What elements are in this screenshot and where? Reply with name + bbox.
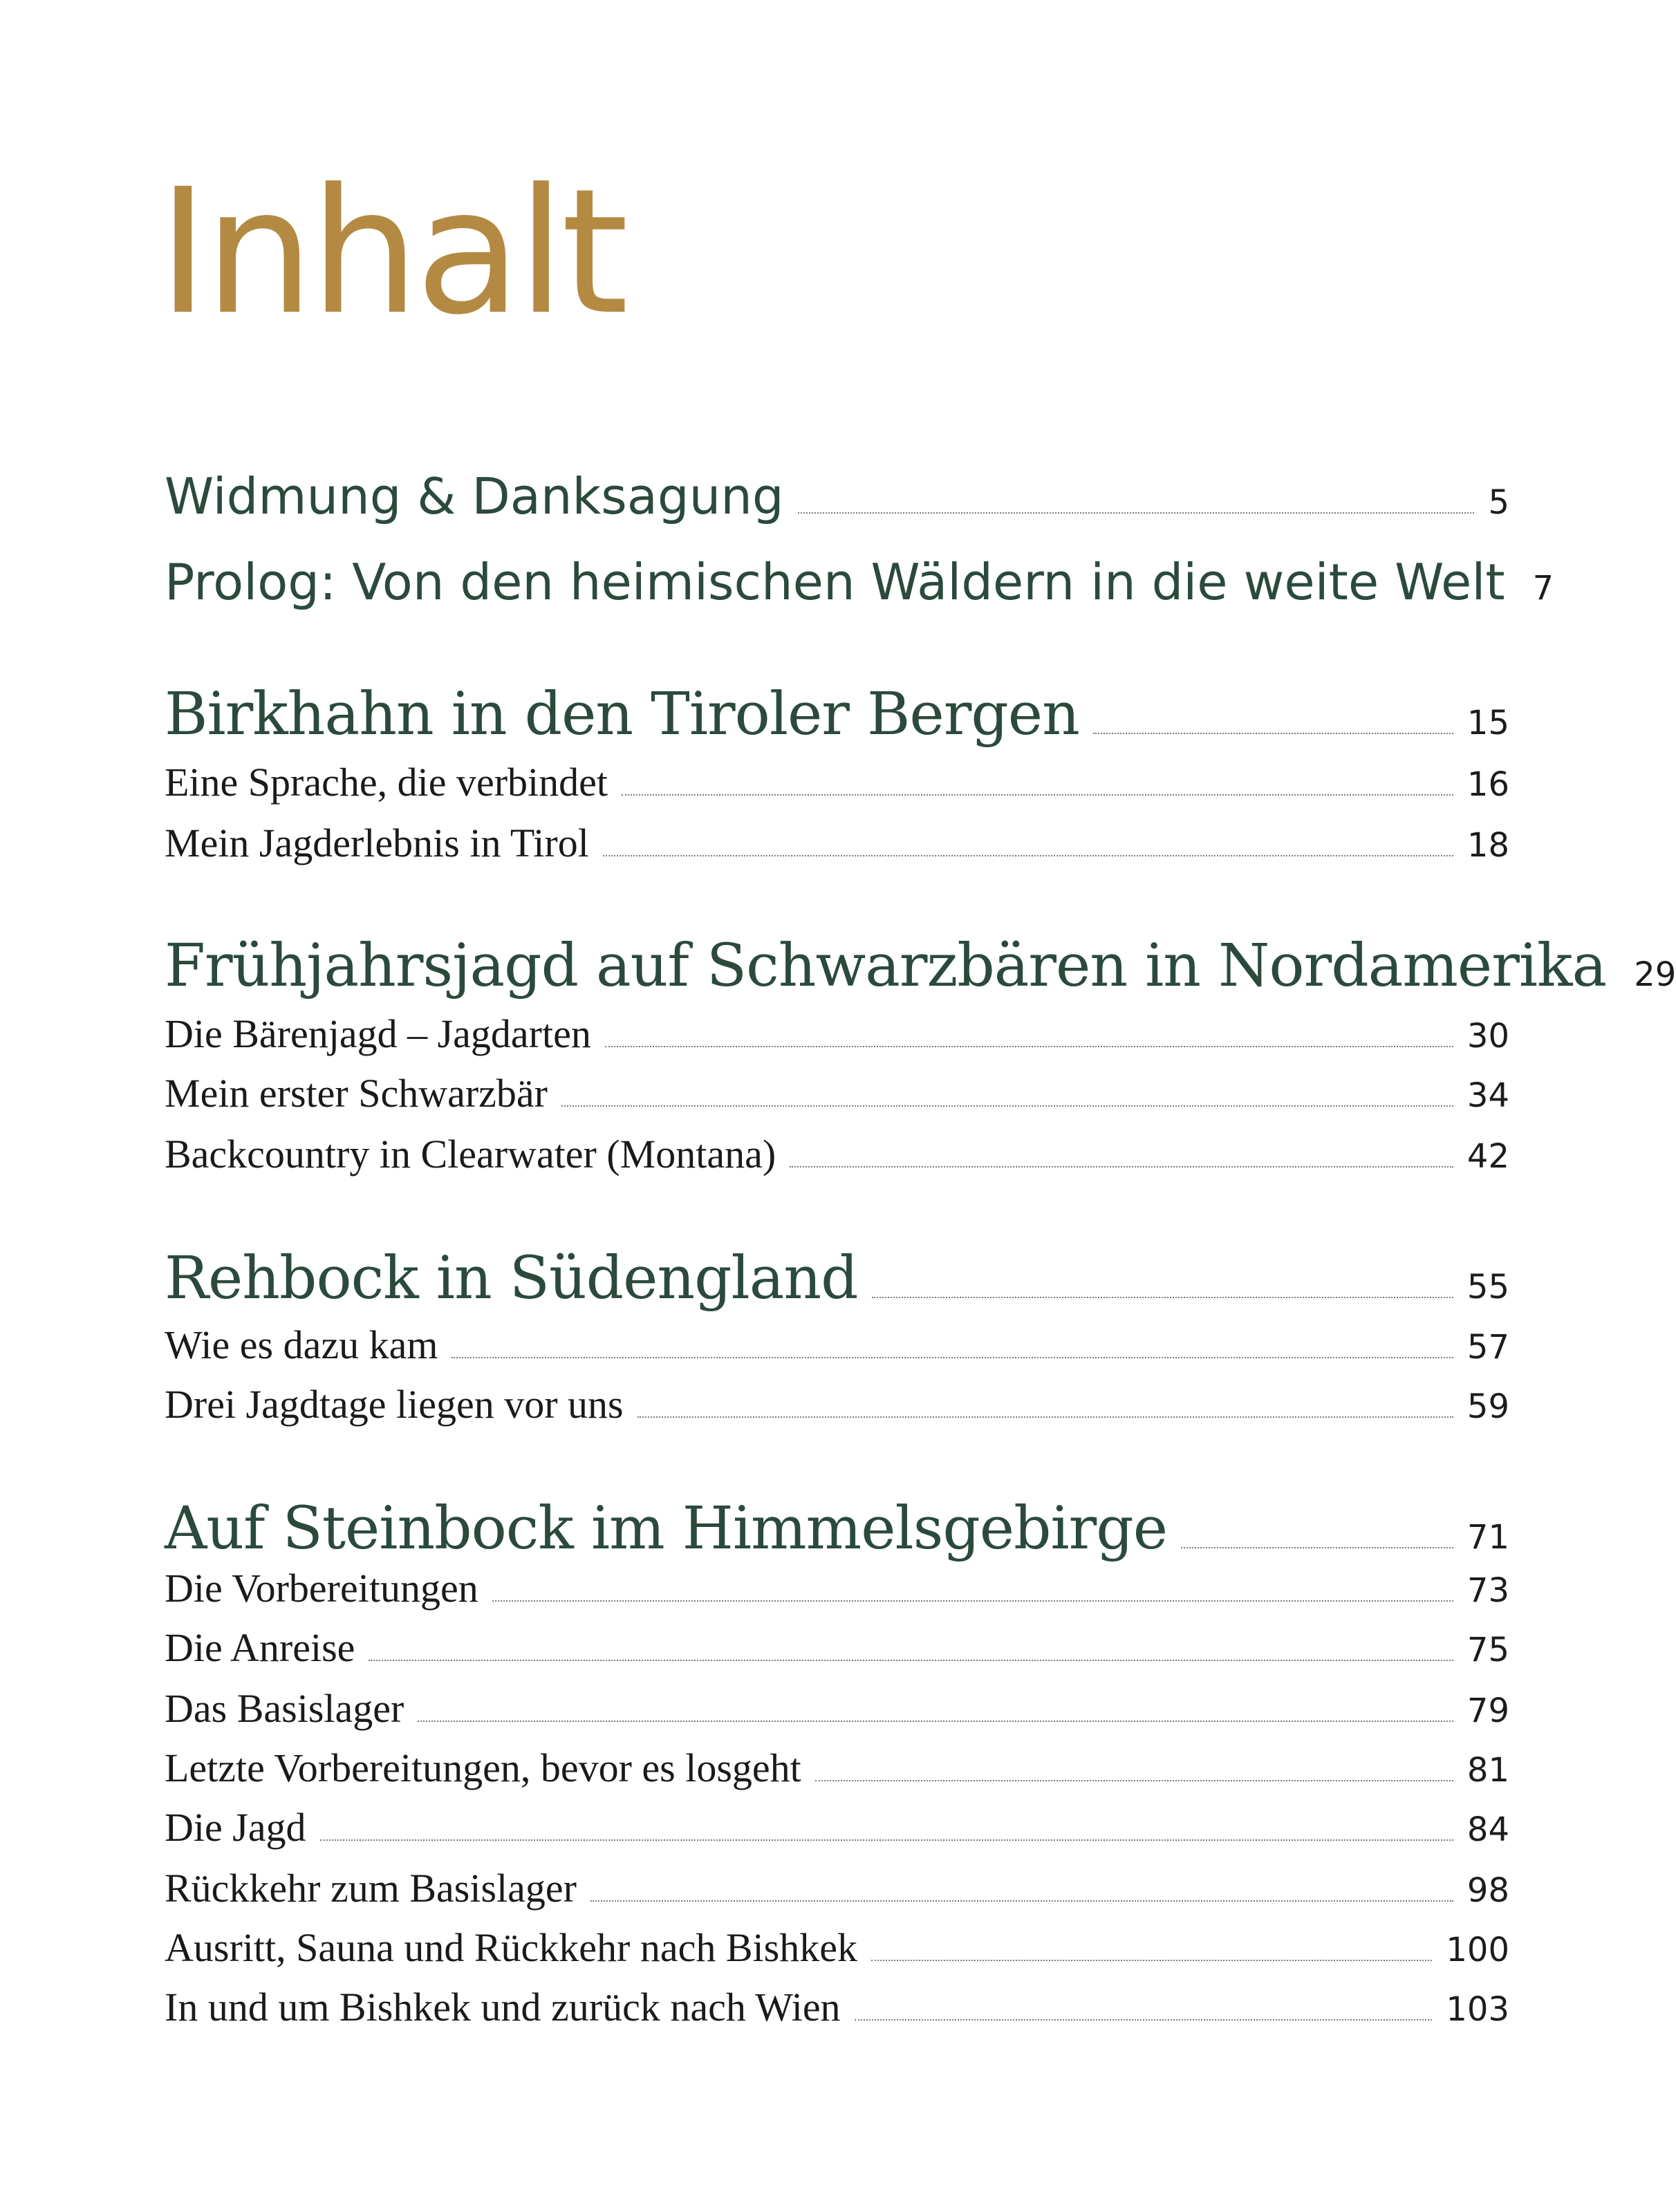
chapter-title: Rehbock in Südengland — [165, 1244, 858, 1313]
section-title: Die Jagd — [165, 1805, 306, 1850]
section-title: Drei Jagdtage liegen vor uns — [165, 1382, 624, 1427]
dot-leader — [492, 1600, 1453, 1602]
toc-entry-dedication[interactable] — [165, 467, 1509, 525]
toc-section[interactable] — [165, 1984, 1509, 2030]
dot-leader — [855, 2019, 1433, 2021]
toc-section[interactable] — [165, 759, 1509, 805]
section-title: Mein erster Schwarzbär — [165, 1071, 548, 1116]
toc-entry-label: Prolog: Von den heimischen Wäldern in die weite Welt — [165, 553, 1505, 611]
page-title: Inhalt — [158, 151, 625, 353]
table-of-contents — [165, 0, 1676, 2212]
toc-chapter-2[interactable] — [165, 932, 1676, 1000]
toc-page-number: 59 — [1466, 1387, 1509, 1426]
toc-section[interactable] — [165, 1685, 1509, 1732]
toc-section[interactable] — [165, 1131, 1509, 1177]
dot-leader — [815, 1780, 1453, 1781]
section-title: Wie es dazu kam — [165, 1322, 438, 1367]
section-title: Backcountry in Clearwater (Montana) — [165, 1132, 776, 1177]
dot-leader — [590, 1900, 1453, 1902]
section-title: Letzte Vorbereitungen, bevor es losgeht — [165, 1745, 801, 1790]
toc-page-number: 103 — [1446, 1990, 1509, 2029]
dot-leader — [451, 1357, 1453, 1358]
toc-page-number: 98 — [1466, 1871, 1509, 1910]
toc-page-number: 5 — [1488, 483, 1509, 522]
chapter-title: Birkhahn in den Tiroler Bergen — [165, 680, 1079, 749]
section-title: Das Basislager — [165, 1686, 404, 1731]
dot-leader — [637, 1416, 1453, 1418]
toc-section[interactable] — [165, 1865, 1509, 1911]
toc-page-number: 79 — [1466, 1691, 1509, 1730]
toc-section[interactable] — [165, 1624, 1509, 1671]
dot-leader — [605, 1046, 1453, 1047]
toc-page-number: 29 — [1634, 955, 1676, 994]
toc-section[interactable] — [165, 1745, 1509, 1791]
section-title: In und um Bishkek und zurück nach Wien — [165, 1985, 841, 2030]
dot-leader — [603, 855, 1453, 856]
toc-section[interactable] — [165, 1011, 1509, 1057]
toc-section[interactable] — [165, 1565, 1509, 1611]
section-title: Die Bärenjagd – Jagdarten — [165, 1011, 591, 1056]
toc-section[interactable] — [165, 1804, 1509, 1850]
toc-page-number: 100 — [1446, 1931, 1509, 1969]
toc-section[interactable] — [165, 1070, 1509, 1116]
toc-page-number: 42 — [1466, 1137, 1509, 1176]
chapter-title: Frühjahrsjagd auf Schwarzbären in Nordamerika — [165, 932, 1607, 1000]
toc-section[interactable] — [165, 820, 1509, 866]
section-title: Rückkehr zum Basislager — [165, 1866, 577, 1911]
toc-section[interactable] — [165, 1924, 1509, 1971]
dot-leader — [1093, 733, 1453, 734]
toc-section[interactable] — [165, 1322, 1509, 1368]
dot-leader — [872, 1297, 1453, 1298]
dot-leader — [871, 1960, 1432, 1961]
toc-page-number: 30 — [1466, 1017, 1509, 1056]
toc-entry-prologue[interactable] — [165, 553, 1554, 611]
section-title: Die Vorbereitungen — [165, 1566, 478, 1611]
dot-leader — [798, 512, 1475, 514]
toc-page-number: 7 — [1532, 569, 1554, 608]
dot-leader — [418, 1721, 1453, 1722]
toc-page-number: 75 — [1466, 1631, 1509, 1669]
toc-page-number: 71 — [1466, 1518, 1509, 1557]
chapter-title: Auf Steinbock im Himmelsgebirge — [165, 1494, 1168, 1563]
section-title: Die Anreise — [165, 1625, 355, 1670]
toc-page-number: 84 — [1466, 1810, 1509, 1849]
section-title: Eine Sprache, die verbindet — [165, 760, 608, 805]
toc-chapter-3[interactable] — [165, 1244, 1509, 1313]
toc-entry-label: Widmung & Danksagung — [165, 467, 784, 525]
toc-chapter-1[interactable] — [165, 680, 1509, 749]
toc-page-number: 55 — [1466, 1268, 1509, 1306]
toc-chapter-4[interactable] — [165, 1494, 1509, 1563]
dot-leader — [1181, 1547, 1453, 1548]
dot-leader — [369, 1660, 1453, 1661]
dot-leader — [320, 1839, 1453, 1841]
dot-leader — [790, 1166, 1453, 1168]
section-title: Ausritt, Sauna und Rückkehr nach Bishkek — [165, 1925, 857, 1970]
toc-page-number: 73 — [1466, 1571, 1509, 1610]
toc-page-number: 57 — [1466, 1328, 1509, 1367]
toc-page-number: 16 — [1466, 765, 1509, 804]
toc-page-number: 34 — [1466, 1076, 1509, 1115]
toc-page-number: 18 — [1466, 826, 1509, 865]
toc-page-number: 15 — [1466, 704, 1509, 742]
dot-leader — [561, 1105, 1453, 1107]
dot-leader — [622, 794, 1453, 796]
toc-page-number: 81 — [1466, 1751, 1509, 1790]
section-title: Mein Jagderlebnis in Tirol — [165, 821, 589, 865]
toc-section[interactable] — [165, 1381, 1509, 1427]
